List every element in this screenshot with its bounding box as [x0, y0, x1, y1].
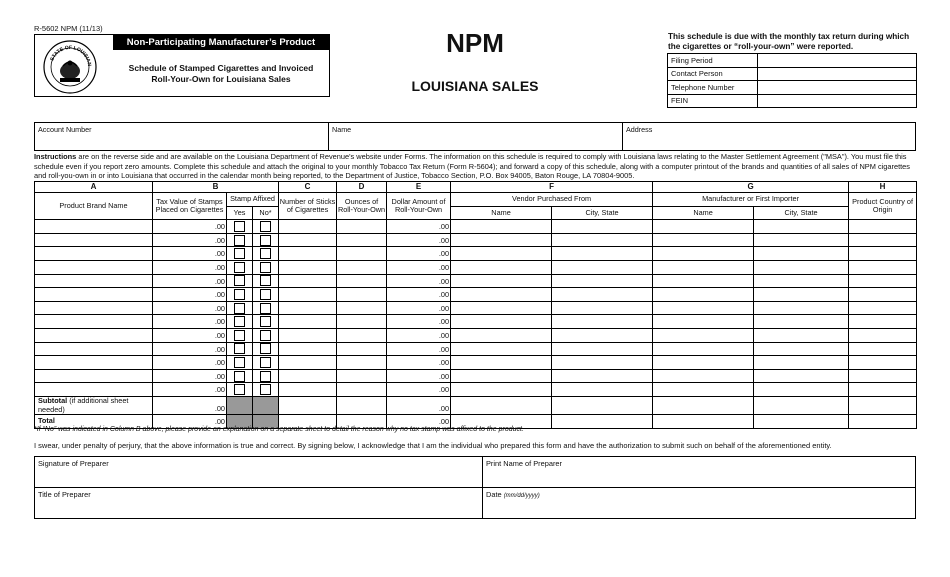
country-cell[interactable] [849, 274, 917, 288]
amount-cell[interactable]: .00 [387, 396, 451, 414]
amount-cell[interactable]: .00 [387, 233, 451, 247]
yes-cell[interactable] [227, 301, 253, 315]
yes-checkbox[interactable] [234, 343, 245, 354]
vendor-name-cell[interactable] [451, 301, 552, 315]
sticks-cell[interactable] [279, 328, 337, 342]
sticks-cell[interactable] [279, 247, 337, 261]
column-letter: B [153, 182, 279, 193]
amount-cell[interactable]: .00 [153, 301, 227, 315]
vendor-city-cell[interactable] [552, 415, 653, 429]
country-header: Product Country of Origin [849, 193, 917, 220]
brand-cell[interactable] [35, 247, 153, 261]
no-cell[interactable] [253, 274, 279, 288]
amount-cell[interactable]: .00 [153, 356, 227, 370]
ounces-cell[interactable] [337, 342, 387, 356]
brand-cell[interactable] [35, 301, 153, 315]
vendor-city-cell[interactable] [552, 396, 653, 414]
vendor-city-cell[interactable] [552, 315, 653, 329]
manufacturer-city-cell[interactable] [754, 288, 849, 302]
no-checkbox[interactable] [260, 384, 271, 395]
no-checkbox[interactable] [260, 343, 271, 354]
brand-cell[interactable] [35, 356, 153, 370]
fein-label: FEIN [668, 94, 758, 108]
louisiana-sales-title: LOUISIANA SALES [411, 78, 539, 94]
vendor-name-cell[interactable] [451, 342, 552, 356]
ounces-cell[interactable] [337, 396, 387, 414]
sticks-cell[interactable] [279, 383, 337, 397]
no-checkbox[interactable] [260, 330, 271, 341]
title-field[interactable]: Title of Preparer [35, 488, 483, 519]
no-checkbox[interactable] [260, 275, 271, 286]
sticks-cell[interactable] [279, 301, 337, 315]
table-row [35, 220, 917, 234]
ounces-cell[interactable] [337, 247, 387, 261]
ounces-cell[interactable] [337, 274, 387, 288]
amount-cell[interactable]: .00 [153, 342, 227, 356]
ounces-cell[interactable] [337, 383, 387, 397]
ounces-cell[interactable] [337, 233, 387, 247]
brand-cell[interactable] [35, 315, 153, 329]
no-checkbox[interactable] [260, 248, 271, 259]
amount-cell[interactable]: .00 [153, 328, 227, 342]
column-letter: C [279, 182, 337, 193]
amount-cell[interactable]: .00 [153, 396, 227, 414]
header-box [34, 34, 330, 97]
sticks-cell[interactable] [279, 369, 337, 383]
schedule-table [34, 181, 917, 429]
country-cell[interactable] [849, 369, 917, 383]
no-checkbox[interactable] [260, 221, 271, 232]
ounces-cell[interactable] [337, 301, 387, 315]
amount-cell[interactable]: .00 [387, 220, 451, 234]
country-cell[interactable] [849, 233, 917, 247]
vendor-city-cell[interactable] [552, 233, 653, 247]
vendor-city-cell[interactable] [552, 356, 653, 370]
sticks-cell[interactable] [279, 396, 337, 414]
filing-period-input[interactable] [758, 54, 917, 68]
manufacturer-city-cell[interactable] [754, 301, 849, 315]
vendor-name-cell[interactable] [451, 315, 552, 329]
country-cell[interactable] [849, 383, 917, 397]
manufacturer-city-cell[interactable] [754, 315, 849, 329]
yes-cell[interactable] [227, 233, 253, 247]
ounces-cell[interactable] [337, 260, 387, 274]
amount-cell[interactable]: .00 [153, 315, 227, 329]
vendor-name-cell[interactable] [451, 396, 552, 414]
brand-cell[interactable] [35, 342, 153, 356]
date-field[interactable]: Date (mm/dd/yyyy) [483, 488, 916, 519]
no-checkbox[interactable] [260, 303, 271, 314]
brand-cell[interactable] [35, 288, 153, 302]
country-cell[interactable] [849, 220, 917, 234]
manufacturer-city-cell[interactable] [754, 342, 849, 356]
contact-person-label: Contact Person [668, 67, 758, 81]
manufacturer-city-cell[interactable] [754, 396, 849, 414]
vendor-name-header: Name [451, 206, 552, 220]
brand-cell[interactable] [35, 220, 153, 234]
manufacturer-city-cell[interactable] [754, 383, 849, 397]
louisiana-seal-icon [43, 40, 97, 94]
no-cell[interactable] [253, 233, 279, 247]
total-row-label: Total [35, 415, 153, 429]
no-checkbox[interactable] [260, 357, 271, 368]
amount-cell[interactable]: .00 [153, 415, 227, 429]
manufacturer-name-cell[interactable] [653, 369, 754, 383]
stamp-affixed-header: Stamp Affixed [227, 193, 279, 207]
yes-cell[interactable] [227, 342, 253, 356]
country-cell[interactable] [849, 328, 917, 342]
ounces-cell[interactable] [337, 356, 387, 370]
no-checkbox[interactable] [260, 262, 271, 273]
form-number: R-5602 NPM (11/13) [34, 24, 103, 33]
account-number-field[interactable]: Account Number [35, 123, 329, 150]
telephone-input[interactable] [758, 81, 917, 95]
yes-cell[interactable] [227, 220, 253, 234]
sticks-cell[interactable] [279, 315, 337, 329]
svg-text:STATE OF LOUISIANA: STATE OF LOUISIAN [49, 44, 93, 67]
no-cell[interactable] [253, 288, 279, 302]
country-cell[interactable] [849, 301, 917, 315]
table-row [35, 301, 917, 315]
column-letters-row [35, 182, 917, 193]
sticks-cell[interactable] [279, 288, 337, 302]
account-box [34, 122, 916, 151]
amount-cell[interactable]: .00 [153, 260, 227, 274]
table-row [35, 356, 917, 370]
table-row [35, 274, 917, 288]
column-letter: F [451, 182, 653, 193]
no-checkbox[interactable] [260, 371, 271, 382]
vendor-city-cell[interactable] [552, 342, 653, 356]
no-cell[interactable] [253, 383, 279, 397]
no-cell[interactable] [253, 260, 279, 274]
brand-cell[interactable] [35, 369, 153, 383]
brand-cell[interactable] [35, 260, 153, 274]
vendor-city-cell[interactable] [552, 274, 653, 288]
amount-cell[interactable]: .00 [387, 315, 451, 329]
manufacturer-city-cell[interactable] [754, 220, 849, 234]
brand-cell[interactable] [35, 274, 153, 288]
yes-cell[interactable] [227, 274, 253, 288]
yes-cell[interactable] [227, 383, 253, 397]
contact-person-input[interactable] [758, 67, 917, 81]
shaded-cell [253, 396, 279, 414]
vendor-name-cell[interactable] [451, 220, 552, 234]
no-cell[interactable] [253, 328, 279, 342]
column-letter: G [653, 182, 849, 193]
amount-cell[interactable]: .00 [153, 247, 227, 261]
column-letter: D [337, 182, 387, 193]
amount-cell[interactable]: .00 [387, 342, 451, 356]
yes-cell[interactable] [227, 315, 253, 329]
country-cell[interactable] [849, 342, 917, 356]
no-cell[interactable] [253, 247, 279, 261]
manufacturer-city-cell[interactable] [754, 260, 849, 274]
yes-checkbox[interactable] [234, 221, 245, 232]
tax-value-header: Tax Value of Stamps Placed on Cigarettes [153, 193, 227, 220]
table-row [35, 383, 917, 397]
due-note: This schedule is due with the monthly tax return during which the cigarettes or “roll-your-own” were reported. [668, 32, 910, 51]
manufacturer-name-cell[interactable] [653, 415, 754, 429]
vendor-city-cell[interactable] [552, 247, 653, 261]
column-letter: A [35, 182, 153, 193]
column-letter: H [849, 182, 917, 193]
npm-title: NPM [446, 28, 504, 58]
amount-cell[interactable]: .00 [387, 356, 451, 370]
form-title-bar: Non-Participating Manufacturer’s Product [113, 35, 329, 50]
vendor-name-cell[interactable] [451, 233, 552, 247]
no-cell[interactable] [253, 220, 279, 234]
manufacturer-name-cell[interactable] [653, 301, 754, 315]
signature-field[interactable]: Signature of Preparer [35, 457, 483, 488]
amount-cell[interactable]: .00 [387, 301, 451, 315]
yes-checkbox[interactable] [234, 330, 245, 341]
vendor-city-cell[interactable] [552, 260, 653, 274]
vendor-name-cell[interactable] [451, 274, 552, 288]
no-cell[interactable] [253, 315, 279, 329]
yes-cell[interactable] [227, 356, 253, 370]
manufacturer-name-cell[interactable] [653, 288, 754, 302]
country-cell[interactable] [849, 260, 917, 274]
manufacturer-name-cell[interactable] [653, 247, 754, 261]
manufacturer-city-cell[interactable] [754, 369, 849, 383]
amount-cell[interactable]: .00 [387, 274, 451, 288]
amount-cell[interactable]: .00 [387, 288, 451, 302]
amount-cell[interactable]: .00 [387, 369, 451, 383]
amount-cell[interactable]: .00 [387, 247, 451, 261]
table-row [35, 342, 917, 356]
manufacturer-name-cell[interactable] [653, 260, 754, 274]
manufacturer-city-cell[interactable] [754, 356, 849, 370]
no-cell[interactable] [253, 301, 279, 315]
column-header-row [35, 193, 917, 207]
form-subtitle: Schedule of Stamped Cigarettes and Invoiced Roll-Your-Own for Louisiana Sales [128, 63, 314, 84]
yes-checkbox[interactable] [234, 248, 245, 259]
amount-cell[interactable]: .00 [153, 383, 227, 397]
country-cell[interactable] [849, 247, 917, 261]
subtotal-row [35, 396, 917, 414]
table-row [35, 315, 917, 329]
account-name-field[interactable]: Name [329, 123, 623, 150]
no-checkbox[interactable] [260, 316, 271, 327]
brand-cell[interactable] [35, 383, 153, 397]
yes-checkbox[interactable] [234, 235, 245, 246]
fein-input[interactable] [758, 94, 917, 108]
telephone-label: Telephone Number [668, 81, 758, 95]
brand-header: Product Brand Name [35, 193, 153, 220]
manufacturer-city-cell[interactable] [754, 274, 849, 288]
amount-cell[interactable]: .00 [153, 288, 227, 302]
amount-cell[interactable]: .00 [387, 328, 451, 342]
yes-checkbox[interactable] [234, 316, 245, 327]
no-checkbox[interactable] [260, 235, 271, 246]
table-row [35, 328, 917, 342]
manufacturer-city-cell[interactable] [754, 247, 849, 261]
amount-cell[interactable]: .00 [153, 274, 227, 288]
filing-info-table [667, 53, 917, 108]
manufacturer-name-header: Name [653, 206, 754, 220]
country-cell[interactable] [849, 356, 917, 370]
table-row [35, 369, 917, 383]
footnote: *If “No” was indicated in Column B above, please provide an explanation on a separate sheet to detail the reason why no tax stamp was affixed to the product. [34, 426, 524, 433]
ounces-header: Ounces of Roll-Your-Own [337, 193, 387, 220]
yes-header: Yes [227, 206, 253, 220]
manufacturer-name-cell[interactable] [653, 328, 754, 342]
vendor-name-cell[interactable] [451, 383, 552, 397]
subtotal-row-label: Subtotal (if additional sheet needed) [35, 396, 153, 414]
vendor-city-cell[interactable] [552, 220, 653, 234]
column-letter: E [387, 182, 451, 193]
country-cell[interactable] [849, 415, 917, 429]
amount-cell[interactable]: .00 [153, 220, 227, 234]
sticks-cell[interactable] [279, 233, 337, 247]
manufacturer-name-cell[interactable] [653, 315, 754, 329]
yes-checkbox[interactable] [234, 371, 245, 382]
ounces-cell[interactable] [337, 220, 387, 234]
manufacturer-city-cell[interactable] [754, 233, 849, 247]
sticks-cell[interactable] [279, 356, 337, 370]
yes-cell[interactable] [227, 369, 253, 383]
ounces-cell[interactable] [337, 288, 387, 302]
table-row [35, 233, 917, 247]
amount-cell[interactable]: .00 [387, 415, 451, 429]
country-cell[interactable] [849, 315, 917, 329]
table-row [35, 260, 917, 274]
yes-cell[interactable] [227, 288, 253, 302]
yes-checkbox[interactable] [234, 384, 245, 395]
filing-period-label: Filing Period [668, 54, 758, 68]
vendor-name-cell[interactable] [451, 328, 552, 342]
vendor-name-cell[interactable] [451, 288, 552, 302]
yes-cell[interactable] [227, 260, 253, 274]
yes-cell[interactable] [227, 247, 253, 261]
ounces-cell[interactable] [337, 315, 387, 329]
vendor-city-cell[interactable] [552, 288, 653, 302]
vendor-city-cell[interactable] [552, 369, 653, 383]
vendor-city-cell[interactable] [552, 301, 653, 315]
country-cell[interactable] [849, 288, 917, 302]
no-checkbox[interactable] [260, 289, 271, 300]
sticks-header: Number of Sticks of Cigarettes [279, 193, 337, 220]
vendor-header: Vendor Purchased From [451, 193, 653, 207]
manufacturer-header: Manufacturer or First Importer [653, 193, 849, 207]
manufacturer-name-cell[interactable] [653, 356, 754, 370]
print-name-field[interactable]: Print Name of Preparer [483, 457, 916, 488]
no-cell[interactable] [253, 356, 279, 370]
manufacturer-name-cell[interactable] [653, 383, 754, 397]
vendor-name-cell[interactable] [451, 369, 552, 383]
vendor-name-cell[interactable] [451, 260, 552, 274]
brand-cell[interactable] [35, 328, 153, 342]
amount-cell[interactable]: .00 [153, 233, 227, 247]
brand-cell[interactable] [35, 233, 153, 247]
sticks-cell[interactable] [279, 260, 337, 274]
vendor-city-cell[interactable] [552, 383, 653, 397]
vendor-city-header: City, State [552, 206, 653, 220]
manufacturer-name-cell[interactable] [653, 220, 754, 234]
sticks-cell[interactable] [279, 274, 337, 288]
instructions: Instructions are on the reverse side and are available on the Louisiana Department of Revenue's website under Forms. The information on this schedule is required to comply with Louisiana laws relating to the Master Settlement Agreement ("MSA"). You must file this schedule even if you report zero amounts. Complete this schedule and attach the original to your monthly Tobacco Tax Return (Form R-5604); and forward a copy of this schedule, along with a computer printout of the brands and quantities of all sales of NPM cigarettes and roll-you-own in or into Louisiana that occurred in the calendar month being reported, to the Department of Justice, Tobacco Section, P.O. Box 94005, Baton Rouge, LA 70804-9005. [34, 152, 910, 181]
account-address-field[interactable]: Address [626, 125, 653, 134]
signature-table [34, 456, 916, 519]
amount-cell[interactable]: .00 [153, 369, 227, 383]
no-header: No* [253, 206, 279, 220]
ounces-cell[interactable] [337, 328, 387, 342]
vendor-city-cell[interactable] [552, 328, 653, 342]
manufacturer-name-cell[interactable] [653, 396, 754, 414]
yes-checkbox[interactable] [234, 275, 245, 286]
sticks-cell[interactable] [279, 220, 337, 234]
yes-checkbox[interactable] [234, 357, 245, 368]
no-cell[interactable] [253, 369, 279, 383]
vendor-name-cell[interactable] [451, 356, 552, 370]
sticks-cell[interactable] [279, 342, 337, 356]
manufacturer-city-cell[interactable] [754, 415, 849, 429]
table-row [35, 247, 917, 261]
perjury-statement: I swear, under penalty of perjury, that the above information is true and correct. By signing below, I acknowledge that I am the individual who prepared this form and have the authorization to submit such on behalf of the aforementioned entity. [34, 441, 832, 450]
yes-checkbox[interactable] [234, 303, 245, 314]
yes-cell[interactable] [227, 328, 253, 342]
manufacturer-name-cell[interactable] [653, 233, 754, 247]
manufacturer-name-cell[interactable] [653, 274, 754, 288]
yes-checkbox[interactable] [234, 262, 245, 273]
country-cell[interactable] [849, 396, 917, 414]
amount-cell[interactable]: .00 [387, 260, 451, 274]
manufacturer-city-header: City, State [754, 206, 849, 220]
vendor-name-cell[interactable] [451, 247, 552, 261]
amount-cell[interactable]: .00 [387, 383, 451, 397]
ounces-cell[interactable] [337, 369, 387, 383]
manufacturer-city-cell[interactable] [754, 328, 849, 342]
manufacturer-name-cell[interactable] [653, 342, 754, 356]
dollar-header: Dollar Amount of Roll-Your-Own [387, 193, 451, 220]
yes-checkbox[interactable] [234, 289, 245, 300]
table-row [35, 288, 917, 302]
no-cell[interactable] [253, 342, 279, 356]
shaded-cell [227, 396, 253, 414]
